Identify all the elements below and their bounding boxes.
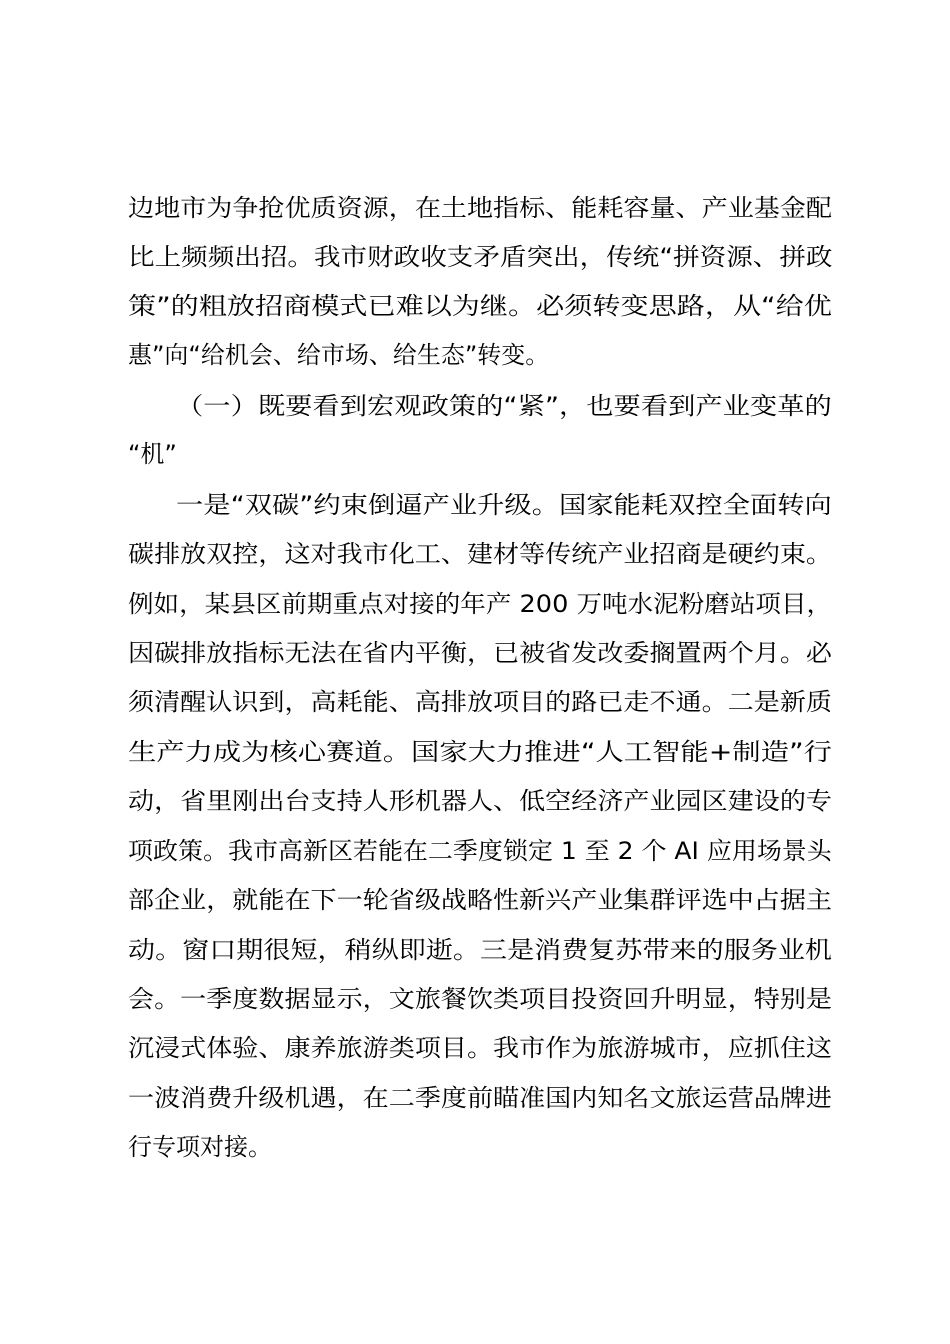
text-line-16: 动。窗口期很短，稍纵即逝。三是消费复苏带来的服务业机: [128, 936, 833, 964]
text-line-14: 项政策。我市高新区若能在二季度锁定 1 至 2 个 AI 应用场景头: [128, 837, 832, 865]
text-line-10: 因碳排放指标无法在省内平衡，已被省发改委搁置两个月。必: [128, 639, 832, 667]
section-heading-line-2: “机”: [128, 440, 177, 468]
text-line-3: 策”的粗放招商模式已难以为继。必须转变思路，从“给优: [128, 292, 832, 320]
text-line-20: 行专项对接。: [128, 1133, 272, 1161]
text-line-4: 惠”向“给机会、给市场、给生态”转变。: [128, 341, 550, 369]
text-line-15: 部企业，就能在下一轮省级战略性新兴产业集群评选中占据主: [128, 886, 832, 914]
text-line-18: 沉浸式体验、康养旅游类项目。我市作为旅游城市，应抓住这: [128, 1034, 832, 1062]
text-line-12: 生产力成为核心赛道。国家大力推进“人工智能+制造”行: [128, 738, 832, 766]
text-line-13: 动，省里刚出台支持人形机器人、低空经济产业园区建设的专: [128, 787, 832, 815]
text-line-8: 碳排放双控，这对我市化工、建材等传统产业招商是硬约束。: [128, 540, 832, 568]
text-line-11: 须清醒认识到，高耗能、高排放项目的路已走不通。二是新质: [128, 688, 832, 716]
section-heading-line-1: （一）既要看到宏观政策的“紧”，也要看到产业变革的: [176, 392, 832, 420]
text-line-9: 例如，某县区前期重点对接的年产 200 万吨水泥粉磨站项目，: [128, 590, 833, 618]
text-line-19: 一波消费升级机遇，在二季度前瞄准国内知名文旅运营品牌进: [128, 1084, 832, 1112]
text-line-7: 一是“双碳”约束倒逼产业升级。国家能耗双控全面转向: [176, 491, 832, 519]
text-line-17: 会。一季度数据显示，文旅餐饮类项目投资回升明显，特别是: [128, 985, 832, 1013]
text-line-1: 边地市为争抢优质资源，在土地指标、能耗容量、产业基金配: [128, 194, 832, 222]
text-line-2: 比上频频出招。我市财政收支矛盾突出，传统“拼资源、拼政: [128, 243, 833, 271]
